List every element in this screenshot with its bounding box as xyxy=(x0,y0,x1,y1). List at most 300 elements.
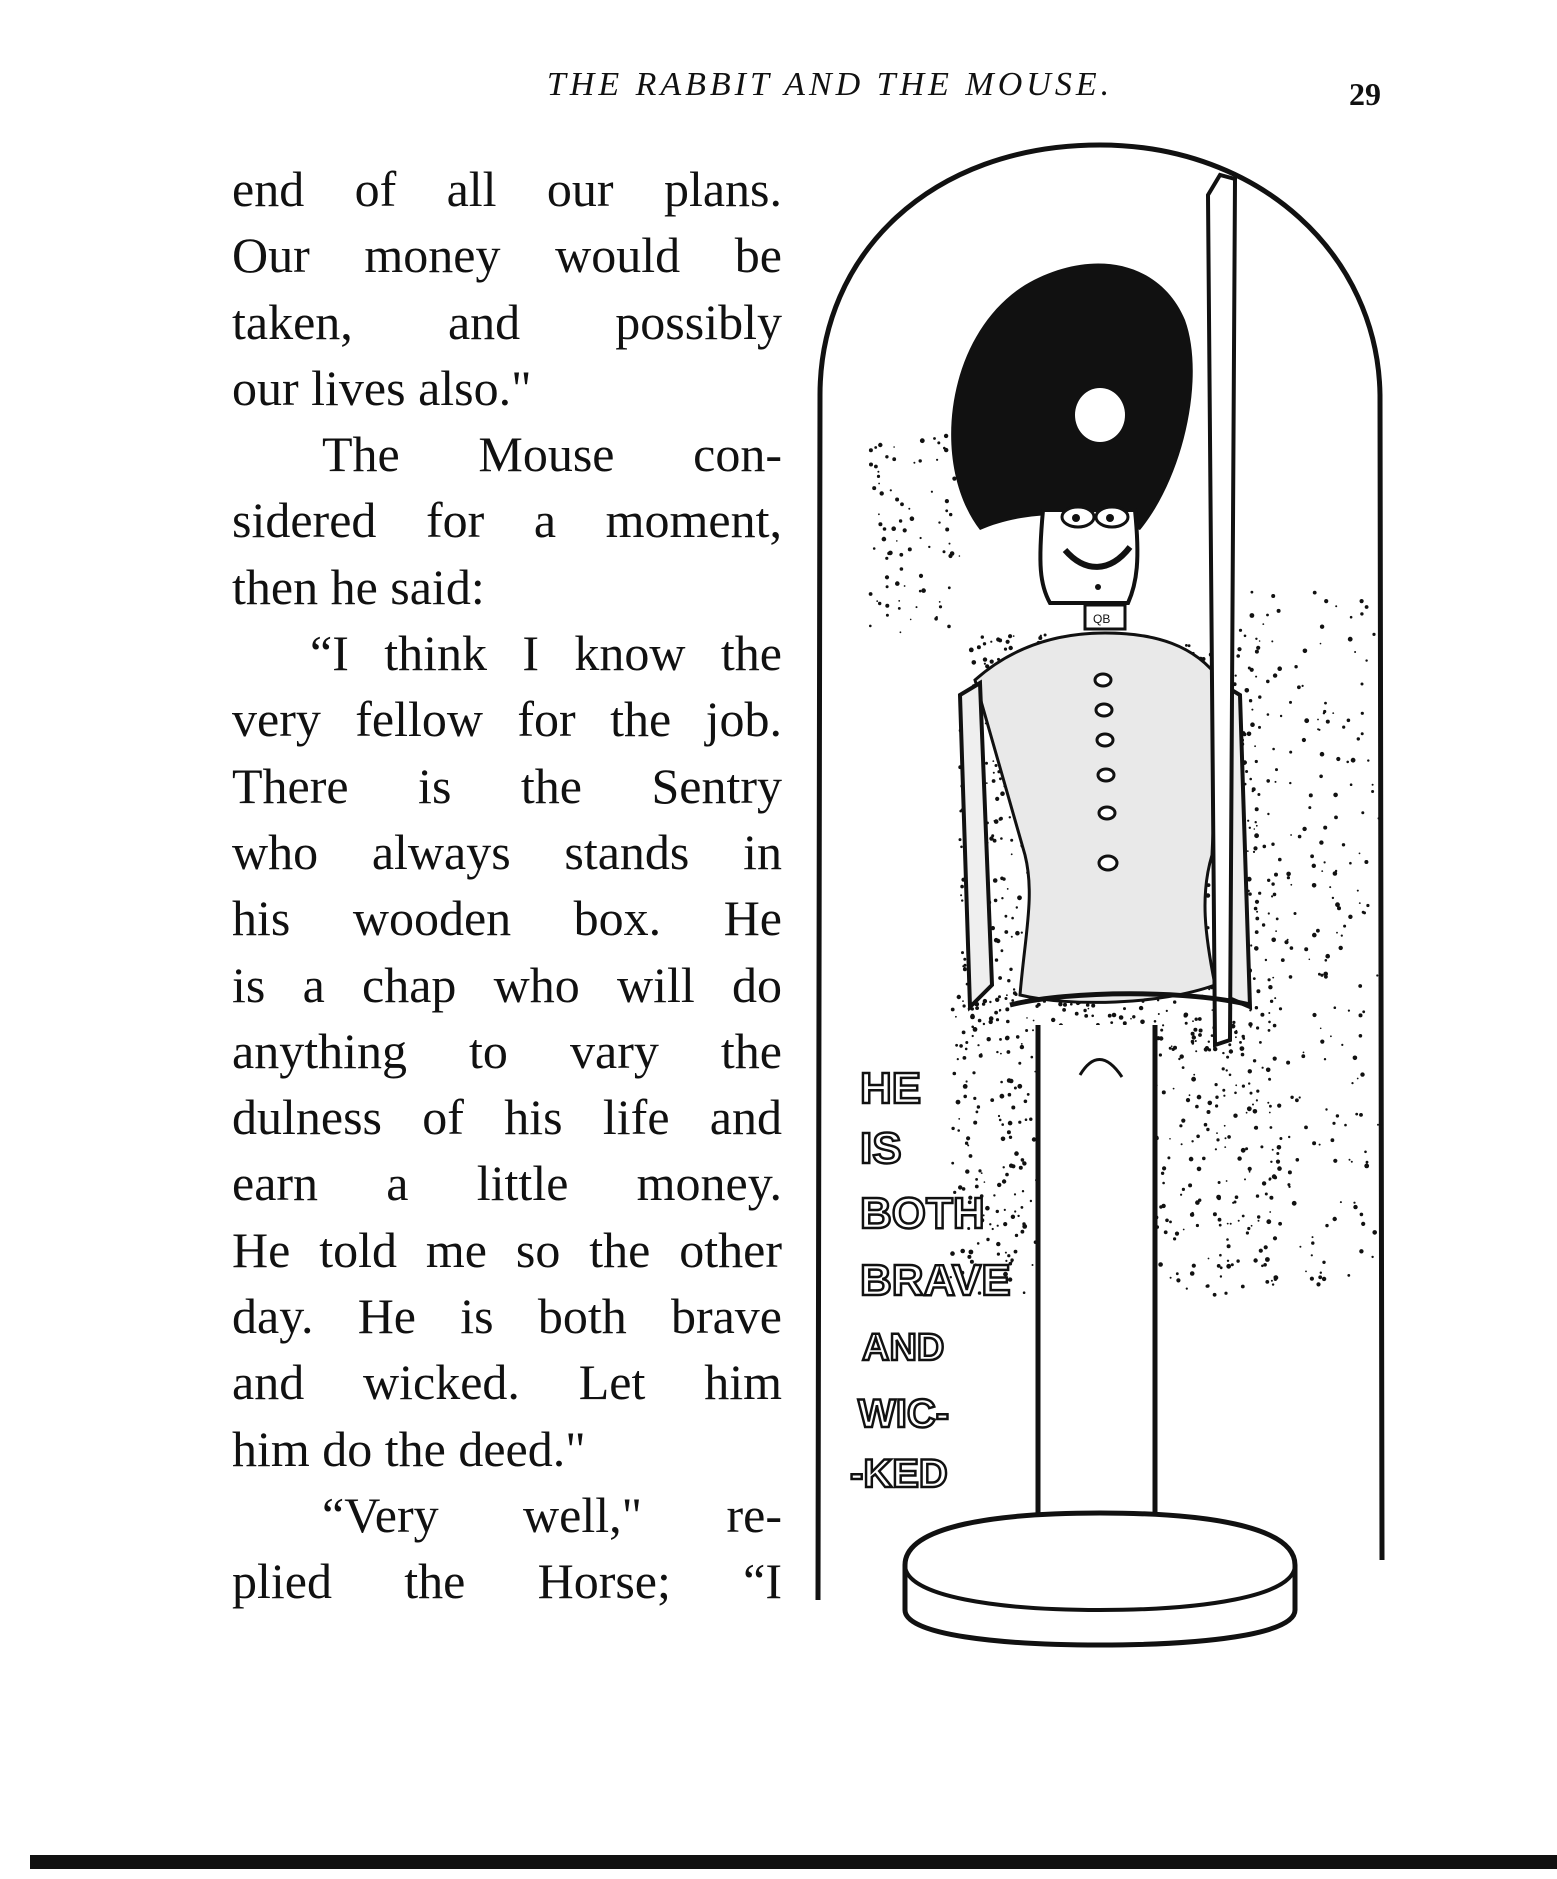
stipple-dot xyxy=(869,448,873,452)
stipple-dot xyxy=(1268,1029,1271,1032)
stipple-dot xyxy=(1021,932,1023,934)
stipple-dot xyxy=(960,1249,965,1254)
stipple-dot xyxy=(981,635,984,638)
stipple-dot xyxy=(1192,1264,1196,1268)
stipple-dot xyxy=(938,521,940,523)
stipple-dot xyxy=(1257,1215,1260,1218)
stipple-dot xyxy=(977,645,981,649)
stipple-dot xyxy=(1255,821,1257,823)
stipple-dot xyxy=(1272,1149,1274,1151)
stipple-dot xyxy=(963,967,967,971)
stipple-dot xyxy=(1011,917,1014,920)
stipple-dot xyxy=(990,660,994,664)
stipple-dot xyxy=(1275,768,1278,771)
stipple-dot xyxy=(1355,1113,1358,1116)
stipple-dot xyxy=(916,606,918,608)
stipple-dot xyxy=(1250,1092,1253,1095)
stipple-dot xyxy=(1316,929,1320,933)
stipple-dot xyxy=(1251,591,1254,594)
stipple-dot xyxy=(1197,1095,1202,1100)
stipple-dot xyxy=(1008,1121,1013,1126)
stipple-dot xyxy=(949,543,951,545)
stipple-dot xyxy=(920,537,922,539)
stipple-dot xyxy=(919,459,922,462)
stipple-dot xyxy=(1219,1254,1222,1257)
stipple-dot xyxy=(1344,1124,1347,1127)
stipple-dot xyxy=(1225,1137,1227,1139)
stipple-dot xyxy=(1242,1085,1245,1088)
stipple-dot xyxy=(880,491,884,495)
stipple-dot xyxy=(1248,892,1251,895)
stipple-dot xyxy=(1112,1013,1117,1018)
stipple-dot xyxy=(888,551,893,556)
stipple-dot xyxy=(1259,1041,1262,1044)
stipple-dot xyxy=(1252,790,1254,792)
stipple-dot xyxy=(1159,1053,1162,1056)
stipple-dot xyxy=(963,1084,968,1089)
stipple-dot xyxy=(1267,879,1270,882)
stipple-dot xyxy=(1255,900,1259,904)
stipple-dot xyxy=(1256,1194,1259,1197)
stipple-dot xyxy=(975,1185,979,1189)
stipple-dot xyxy=(1162,1182,1165,1185)
stipple-dot xyxy=(1182,1188,1185,1191)
stipple-dot xyxy=(1320,1028,1322,1030)
stipple-dot xyxy=(990,641,992,643)
stipple-dot xyxy=(1005,1252,1007,1254)
stipple-dot xyxy=(947,625,951,629)
stipple-dot xyxy=(977,1044,979,1046)
stipple-dot xyxy=(1007,888,1009,890)
stipple-dot xyxy=(1226,1056,1229,1059)
stipple-dot xyxy=(1023,1291,1026,1294)
stipple-dot xyxy=(1351,758,1356,763)
stipple-dot xyxy=(944,448,948,452)
stipple-dot xyxy=(945,528,949,532)
stipple-dot xyxy=(1378,817,1380,819)
stipple-dot xyxy=(961,899,963,901)
stipple-dot xyxy=(1273,1057,1277,1061)
stipple-dot xyxy=(1240,1046,1245,1051)
stipple-dot xyxy=(1255,917,1259,921)
stipple-dot xyxy=(1181,1119,1185,1123)
stipple-dot xyxy=(1357,737,1360,740)
stipple-dot xyxy=(978,1019,982,1023)
text-line: him do the deed." xyxy=(232,1420,586,1477)
stipple-dot xyxy=(998,1115,1000,1117)
stipple-dot xyxy=(1007,1130,1011,1134)
stipple-dot xyxy=(998,995,1001,998)
stipple-dot xyxy=(1213,1293,1217,1297)
stipple-dot xyxy=(1266,779,1270,783)
stipple-dot xyxy=(1304,718,1309,723)
sentry-illustration xyxy=(810,135,1400,1655)
stipple-dot xyxy=(1268,985,1272,989)
stipple-dot xyxy=(1320,1272,1322,1274)
stipple-dot xyxy=(960,846,963,849)
text-line: very fellow for the job. xyxy=(232,691,782,748)
stipple-dot xyxy=(1260,1013,1264,1017)
stipple-dot xyxy=(983,642,986,645)
stipple-dot xyxy=(1262,623,1264,625)
stipple-dot xyxy=(1320,643,1322,645)
stipple-dot xyxy=(1295,1098,1299,1102)
stipple-dot xyxy=(1185,644,1188,647)
stipple-dot xyxy=(877,471,879,473)
stipple-dot xyxy=(1001,1123,1004,1126)
stipple-dot xyxy=(1186,1098,1190,1102)
hat-badge xyxy=(1075,388,1125,442)
stipple-dot xyxy=(1333,1159,1337,1163)
stipple-dot xyxy=(1332,897,1334,899)
stipple-dot xyxy=(1123,1021,1127,1025)
stipple-dot xyxy=(1268,912,1270,914)
stipple-dot xyxy=(955,1016,957,1018)
stipple-dot xyxy=(1213,1212,1217,1216)
stipple-dot xyxy=(1254,828,1256,830)
stipple-dot xyxy=(1278,858,1282,862)
stipple-dot xyxy=(1270,1126,1273,1129)
stipple-dot xyxy=(993,772,995,774)
stipple-dot xyxy=(983,657,987,661)
stipple-dot xyxy=(1025,1118,1028,1121)
stipple-dot xyxy=(885,604,889,608)
stipple-dot xyxy=(928,546,930,548)
stipple-dot xyxy=(910,619,912,621)
stipple-dot xyxy=(1294,665,1297,668)
stipple-dot xyxy=(1241,1148,1246,1153)
stipple-dot xyxy=(1206,1128,1209,1131)
stipple-dot xyxy=(874,446,877,449)
bearskin-hat xyxy=(951,264,1193,530)
stipple-dot xyxy=(1162,1090,1166,1094)
stipple-dot xyxy=(1169,1138,1171,1140)
stipple-dot xyxy=(1263,1263,1267,1267)
stipple-dot xyxy=(1256,825,1258,827)
stipple-dot xyxy=(1310,854,1314,858)
stipple-dot xyxy=(1256,1026,1259,1029)
stipple-dot xyxy=(1235,675,1237,677)
stipple-dot xyxy=(1361,811,1364,814)
stipple-dot xyxy=(949,513,952,516)
stipple-dot xyxy=(1033,1020,1035,1022)
stipple-dot xyxy=(1313,591,1317,595)
stipple-dot xyxy=(1330,1035,1332,1037)
stipple-dot xyxy=(1312,1236,1314,1238)
stipple-dot xyxy=(976,1111,979,1114)
stipple-dot xyxy=(1258,1220,1260,1222)
stipple-dot xyxy=(1334,816,1338,820)
stipple-dot xyxy=(1014,1210,1016,1212)
stipple-dot xyxy=(962,1000,964,1002)
stipple-dot xyxy=(1348,637,1353,642)
stipple-dot xyxy=(1342,843,1345,846)
running-head: THE RABBIT AND THE MOUSE. xyxy=(546,66,1114,103)
stipple-dot xyxy=(933,437,936,440)
stipple-dot xyxy=(961,951,964,954)
stipple-dot xyxy=(878,513,880,515)
stipple-dot xyxy=(1255,676,1257,678)
stipple-dot xyxy=(1277,609,1281,613)
stipple-dot xyxy=(1320,752,1325,757)
stipple-dot xyxy=(1371,790,1374,793)
stipple-dot xyxy=(1294,912,1297,915)
stipple-dot xyxy=(969,648,974,653)
text-line: plied the Horse; “I xyxy=(232,1553,782,1610)
stipple-dot xyxy=(1257,793,1260,796)
stipple-dot xyxy=(1244,1178,1246,1180)
stipple-dot xyxy=(1245,688,1250,693)
stipple-dot xyxy=(1217,1196,1221,1200)
stipple-dot xyxy=(1308,806,1311,809)
stipple-dot xyxy=(996,1242,1000,1246)
stipple-dot xyxy=(1367,759,1369,761)
hand-lettering xyxy=(850,1064,1011,1496)
stipple-dot xyxy=(1266,680,1270,684)
stipple-dot xyxy=(1259,1249,1263,1253)
stipple-dot xyxy=(1235,1036,1237,1038)
stipple-dot xyxy=(1015,1234,1018,1237)
stipple-dot xyxy=(1006,994,1008,996)
stipple-dot xyxy=(1322,1261,1325,1264)
stipple-dot xyxy=(1004,648,1007,651)
stipple-dot xyxy=(1312,883,1317,888)
stipple-dot xyxy=(1188,644,1191,647)
stipple-dot xyxy=(1364,1164,1369,1169)
text-line: and wicked. Let him xyxy=(232,1354,782,1411)
stipple-dot xyxy=(1341,935,1343,937)
stipple-dot xyxy=(1189,1157,1194,1162)
stipple-dot xyxy=(1075,1012,1079,1016)
stipple-dot xyxy=(1167,1156,1170,1159)
stipple-dot xyxy=(1260,1145,1263,1148)
stipple-dot xyxy=(1227,1260,1229,1262)
stipple-dot xyxy=(1245,1147,1248,1150)
stipple-dot xyxy=(1279,1007,1282,1010)
text-line: taken, and possibly xyxy=(232,293,782,350)
text-line: his wooden box. He xyxy=(232,890,782,947)
stipple-dot xyxy=(1008,1093,1012,1097)
stipple-dot xyxy=(957,995,961,999)
stipple-dot xyxy=(1229,1074,1232,1077)
stipple-dot xyxy=(995,764,998,767)
stipple-dot xyxy=(1196,1224,1199,1227)
stipple-dot xyxy=(1032,1029,1034,1031)
page-number: 29 xyxy=(1349,76,1381,112)
stipple-dot xyxy=(1360,1213,1364,1217)
stipple-dot xyxy=(892,457,896,461)
stipple-dot xyxy=(1359,1034,1363,1038)
stipple-dot xyxy=(903,528,907,532)
stipple-dot xyxy=(1249,1171,1251,1173)
stipple-dot xyxy=(1238,1220,1240,1222)
stipple-dot xyxy=(1347,719,1351,723)
stipple-dot xyxy=(1001,897,1003,899)
stipple-dot xyxy=(1256,1099,1258,1101)
stipple-dot xyxy=(951,1127,954,1130)
stipple-dot xyxy=(996,1210,999,1213)
stipple-dot xyxy=(1009,816,1011,818)
stipple-dot xyxy=(1326,720,1330,724)
stipple-dot xyxy=(1007,979,1010,982)
stipple-dot xyxy=(972,1071,975,1074)
stipple-dot xyxy=(1331,1138,1335,1142)
stipple-dot xyxy=(1235,1195,1239,1199)
stipple-dot xyxy=(951,1162,954,1165)
stipple-dot xyxy=(1255,638,1257,640)
stipple-dot xyxy=(869,463,873,467)
text-line: who always stands in xyxy=(232,823,782,880)
stipple-dot xyxy=(1208,1258,1210,1260)
stipple-dot xyxy=(1219,1224,1222,1227)
stipple-dot xyxy=(1000,791,1005,796)
stipple-dot xyxy=(1269,1105,1272,1108)
stipple-dot xyxy=(1005,1007,1009,1011)
stipple-dot xyxy=(1269,1196,1273,1200)
stipple-dot xyxy=(1022,1190,1024,1192)
stipple-dot xyxy=(1165,1219,1169,1223)
stipple-dot xyxy=(959,838,962,841)
stipple-dot xyxy=(995,797,999,801)
stipple-dot xyxy=(1278,1222,1282,1226)
stipple-dot xyxy=(1324,861,1326,863)
stipple-dot xyxy=(1215,1148,1217,1150)
stipple-dot xyxy=(1251,1225,1253,1227)
stipple-dot xyxy=(1350,783,1353,786)
text-line: The Mouse con- xyxy=(322,426,782,483)
stipple-dot xyxy=(1366,1161,1369,1164)
stipple-dot xyxy=(1277,1104,1281,1108)
stipple-dot xyxy=(1031,1056,1034,1059)
stipple-dot xyxy=(1226,1238,1229,1241)
stipple-dot xyxy=(885,575,889,579)
stipple-dot xyxy=(900,502,904,506)
stipple-dot xyxy=(965,1041,968,1044)
stipple-dot xyxy=(1302,738,1306,742)
stipple-dot xyxy=(1336,932,1338,934)
stipple-dot xyxy=(966,1136,970,1140)
stipple-dot xyxy=(1021,1206,1024,1209)
stipple-dot xyxy=(886,614,889,617)
stipple-dot xyxy=(1248,1082,1250,1084)
stipple-dot xyxy=(1004,930,1008,934)
stipple-dot xyxy=(986,1238,989,1241)
stipple-dot xyxy=(1324,975,1328,979)
stipple-dot xyxy=(1255,760,1258,763)
stipple-dot xyxy=(995,998,999,1002)
stipple-dot xyxy=(1301,1054,1305,1058)
stipple-dot xyxy=(1063,1003,1067,1007)
stipple-dot xyxy=(1226,1180,1228,1182)
stipple-dot xyxy=(989,1001,991,1003)
stipple-dot xyxy=(1348,915,1352,919)
stipple-dot xyxy=(1364,860,1368,864)
stipple-dot xyxy=(1273,1236,1277,1240)
stipple-dot xyxy=(943,550,946,553)
stipple-dot xyxy=(1320,625,1324,629)
stipple-dot xyxy=(1000,1081,1003,1084)
stipple-dot xyxy=(1272,977,1274,979)
stipple-dot xyxy=(1091,1015,1094,1018)
stipple-dot xyxy=(1311,1241,1314,1244)
stipple-dot xyxy=(1253,977,1256,980)
stipple-dot xyxy=(1309,793,1313,797)
text-line: end of all our plans. xyxy=(232,161,782,217)
stipple-dot xyxy=(1360,1072,1364,1076)
stipple-dot xyxy=(1346,761,1349,764)
stipple-dot xyxy=(1224,1146,1226,1148)
stipple-dot xyxy=(1242,1215,1245,1218)
stipple-dot xyxy=(1250,722,1255,727)
stipple-dot xyxy=(959,810,962,813)
stipple-dot xyxy=(1272,1174,1277,1179)
stipple-dot xyxy=(1234,1031,1238,1035)
stipple-dot xyxy=(1232,1021,1235,1024)
stipple-dot xyxy=(965,1169,969,1173)
stipple-dot xyxy=(869,592,873,596)
stipple-dot xyxy=(963,1056,967,1060)
stipple-dot xyxy=(1252,1104,1254,1106)
stipple-dot xyxy=(1266,1219,1271,1224)
stipple-dot xyxy=(1319,840,1323,844)
stipple-dot xyxy=(1193,1074,1195,1076)
stipple-dot xyxy=(1171,1045,1173,1047)
stipple-dot xyxy=(1154,1020,1157,1023)
stipple-dot xyxy=(1266,1068,1271,1073)
stipple-dot xyxy=(1208,1041,1210,1043)
stipple-dot xyxy=(1323,712,1325,714)
stipple-dot xyxy=(1227,1223,1229,1225)
stipple-dot xyxy=(1084,1014,1088,1018)
lettering-word: AND xyxy=(862,1327,945,1369)
stipple-dot xyxy=(1256,989,1260,993)
stipple-dot xyxy=(936,459,938,461)
stipple-dot xyxy=(996,1018,999,1021)
stipple-dot xyxy=(1262,923,1265,926)
stipple-dot xyxy=(962,965,964,967)
stipple-dot xyxy=(1253,1258,1257,1262)
stipple-dot xyxy=(1207,1110,1211,1114)
stipple-dot xyxy=(963,1095,967,1099)
text-line: day. He is both brave xyxy=(232,1288,782,1345)
stipple-dot xyxy=(990,1098,994,1102)
stipple-dot xyxy=(999,1119,1002,1122)
stipple-dot xyxy=(965,1142,968,1145)
stipple-dot xyxy=(987,1037,991,1041)
stipple-dot xyxy=(1192,1020,1194,1022)
stipple-dot xyxy=(1310,1277,1314,1281)
stipple-dot xyxy=(1091,1004,1095,1008)
text-line: is a chap who will do xyxy=(232,956,782,1013)
stipple-dot xyxy=(1027,1093,1030,1096)
stipple-dot xyxy=(953,1072,957,1076)
stipple-dot xyxy=(1340,1201,1342,1203)
sentry-drawing xyxy=(810,135,1400,1655)
stipple-dot xyxy=(1299,1246,1301,1248)
stipple-dot xyxy=(1029,1118,1032,1121)
stipple-dot xyxy=(937,441,940,444)
text-line: anything to vary the xyxy=(232,1022,782,1079)
stipple-dot xyxy=(1271,640,1273,642)
stipple-dot xyxy=(1267,1102,1269,1104)
stipple-dot xyxy=(1237,647,1241,651)
stipple-dot xyxy=(1161,1204,1165,1208)
stipple-dot xyxy=(1011,1106,1015,1110)
stipple-dot xyxy=(1312,1141,1316,1145)
stipple-dot xyxy=(1247,850,1249,852)
stipple-dot xyxy=(1044,634,1047,637)
stipple-dot xyxy=(1305,1271,1307,1273)
